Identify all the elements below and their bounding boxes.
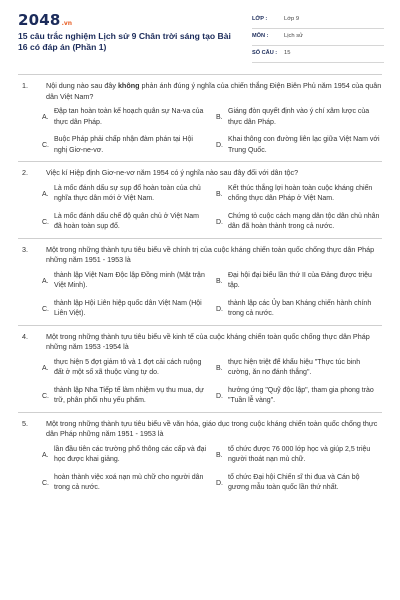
option-text: thành lập Nha Tiếp tế làm nhiệm vụ thu mua, dự trữ, phân phối nhu yếu phẩm. <box>54 386 204 404</box>
question-number: 2. <box>22 168 28 177</box>
option-letter: C. <box>42 218 49 226</box>
answer-option[interactable] <box>42 357 208 380</box>
answer-option[interactable] <box>216 357 382 380</box>
option-text: hoàn thành việc xoá nạn mù chữ cho người dân trong cả nước. <box>54 473 204 491</box>
question-header <box>18 419 382 440</box>
meta-row-count <box>252 46 384 63</box>
meta-row-class <box>252 12 384 29</box>
meta-panel <box>252 12 384 63</box>
question-block <box>0 239 400 325</box>
meta-label: SỐ CÂU : <box>252 50 278 56</box>
option-text: Là mốc đánh dấu sự sụp đổ hoàn toàn của chủ nghĩa thực dân mới ở Việt Nam. <box>54 184 201 202</box>
question-text-part: Nội dung nào sau đây <box>46 81 118 90</box>
answer-option[interactable] <box>42 472 208 495</box>
question-block <box>0 75 400 161</box>
option-letter: C. <box>42 479 49 487</box>
answer-option[interactable] <box>216 106 382 129</box>
logo-suffix: .vn <box>61 20 73 27</box>
question-text <box>46 332 382 353</box>
option-text: thành lập Hội Liên hiệp quốc dân Việt Nam (Hội Liên Việt). <box>54 299 202 317</box>
question-text <box>46 168 382 179</box>
question-text-part: phản ánh đúng ý nghĩa của chiến thắng Điện Biên Phủ năm 1954 của quân dân Việt Nam? <box>46 81 382 101</box>
answer-option[interactable] <box>216 134 382 157</box>
question-text-part: Một trong những thành tựu tiêu biểu về chính trị của cuộc kháng chiến toàn quốc chống thực dân Pháp những năm 1951 - 1953 là <box>46 244 375 264</box>
option-letter: D. <box>216 392 223 400</box>
question-number: 1. <box>22 81 28 90</box>
answer-option[interactable] <box>42 298 208 321</box>
option-letter: C. <box>42 142 49 149</box>
option-text: hưởng ứng "Quỹ độc lập", tham gia phong trào "Tuần lễ vàng". <box>228 386 374 404</box>
option-text: thực hiện triệt để khẩu hiệu "Thực túc binh cường, ăn no đánh thắng". <box>228 358 361 376</box>
option-text: thực hiện 5 đợt giảm tô và 1 đợt cải cách ruộng đất ở một số xã thuộc vùng tự do. <box>54 358 202 376</box>
option-letter: A. <box>42 190 49 198</box>
option-text: tổ chức được 76 000 lớp học và giúp 2,5 triệu người thoát nạn mù chữ. <box>228 445 371 463</box>
answer-option[interactable] <box>42 183 208 206</box>
question-text-part: Một trong những thành tựu tiêu biểu về văn hóa, giáo dục trong cuộc kháng chiến toàn quốc chống thực dân Pháp những năm 1951 - 1953 là <box>46 418 378 438</box>
page-header <box>0 0 400 66</box>
answer-option[interactable] <box>42 134 208 157</box>
option-letter: B. <box>216 451 223 459</box>
meta-label: LỚP : <box>252 16 268 22</box>
answer-option[interactable] <box>216 183 382 206</box>
answer-options <box>42 270 382 321</box>
option-letter: A. <box>42 364 49 372</box>
answer-option[interactable] <box>216 298 382 321</box>
page-title: 15 câu trắc nghiệm Lịch sử 9 Chân trời sáng tạo Bài 16 có đáp án (Phần 1) <box>18 31 231 52</box>
meta-row-subject <box>252 29 384 46</box>
option-text: Là mốc đánh dấu chế độ quân chủ ở Việt Nam đã hoàn toàn sụp đổ. <box>54 212 199 230</box>
answer-options <box>42 444 382 495</box>
question-text <box>46 245 382 266</box>
meta-value: 15 <box>284 50 291 56</box>
answer-option[interactable] <box>42 270 208 293</box>
question-number: 5. <box>22 418 28 428</box>
option-letter: D. <box>216 142 223 149</box>
question-header <box>18 81 382 102</box>
option-letter: D. <box>216 305 223 313</box>
option-letter: B. <box>216 114 223 121</box>
question-text <box>46 81 382 102</box>
question-text-emphasis: không <box>117 81 140 90</box>
option-text: Đại hội đại biểu lần thứ II của Đảng được triệu tập. <box>228 271 372 289</box>
option-text: thành lập các Ủy ban Kháng chiến hành chính trong cả nước. <box>228 299 372 317</box>
option-letter: A. <box>42 114 49 121</box>
answer-option[interactable] <box>42 211 208 234</box>
logo-text: 2048 <box>18 11 61 29</box>
answer-option[interactable] <box>42 385 208 408</box>
option-letter: A. <box>42 451 49 459</box>
option-text: Chứng tỏ cuộc cách mạng dân tộc dân chủ nhân dân đã hoàn thành trong cả nước. <box>228 212 380 230</box>
option-text: thành lập Việt Nam Độc lập Đồng minh (Mặt trận Việt Minh). <box>54 271 205 289</box>
meta-value: Lịch sử <box>284 33 304 39</box>
answer-option[interactable] <box>42 444 208 467</box>
option-text: Giáng đòn quyết định vào ý chí xâm lược của thực dân Pháp. <box>228 108 370 126</box>
meta-value: Lớp 9 <box>284 16 300 22</box>
question-number: 3. <box>22 244 28 254</box>
question-number: 4. <box>22 331 28 341</box>
option-text: Buộc Pháp phải chấp nhận đàm phán tại Hội nghị Giơ-ne-vơ. <box>54 136 193 154</box>
site-logo[interactable] <box>18 10 72 28</box>
question-header <box>18 168 382 179</box>
answer-option[interactable] <box>216 385 382 408</box>
question-block <box>0 162 400 238</box>
option-letter: C. <box>42 392 49 400</box>
answer-option[interactable] <box>216 472 382 495</box>
answer-options <box>42 106 382 157</box>
question-block <box>0 326 400 412</box>
option-letter: D. <box>216 218 223 226</box>
question-header <box>18 332 382 353</box>
question-text-part: Một trong những thành tựu tiêu biểu về kinh tế của cuộc kháng chiến toàn quốc chống thực dân Pháp những năm 1953 -1954 là <box>46 331 370 351</box>
option-text: Kết thúc thắng lợi hoàn toàn cuộc kháng chiến chống thực dân Pháp ở Việt Nam. <box>228 184 373 202</box>
option-text: tổ chức Đại hội Chiến sĩ thi đua và Cán bộ gương mẫu toàn quốc lần thứ nhất. <box>228 473 360 491</box>
question-text <box>46 419 382 440</box>
option-letter: B. <box>216 190 223 198</box>
answer-options <box>42 357 382 408</box>
question-block <box>0 413 400 499</box>
option-letter: C. <box>42 305 49 313</box>
option-letter: D. <box>216 479 223 487</box>
option-letter: B. <box>216 364 223 372</box>
question-text-part: Việc kí Hiệp định Giơ-ne-vơ năm 1954 có ý nghĩa nào sau đây đối với dân tộc? <box>46 168 299 177</box>
answer-option[interactable] <box>42 106 208 129</box>
option-text: Đập tan hoàn toàn kế hoạch quân sự Na-va của thực dân Pháp. <box>54 108 204 126</box>
question-header <box>18 245 382 266</box>
option-letter: A. <box>42 277 49 285</box>
answer-options <box>42 183 382 234</box>
option-letter: B. <box>216 277 223 285</box>
question-list <box>0 74 400 499</box>
option-text: Khai thông con đường liên lạc giữa Việt Nam với Trung Quốc. <box>228 136 380 154</box>
meta-label: MÔN : <box>252 33 269 39</box>
answer-option[interactable] <box>216 270 382 293</box>
answer-option[interactable] <box>216 444 382 467</box>
option-text: lần đầu tiên các trường phổ thông các cấp và đại học được khai giảng. <box>54 445 207 463</box>
answer-option[interactable] <box>216 211 382 234</box>
